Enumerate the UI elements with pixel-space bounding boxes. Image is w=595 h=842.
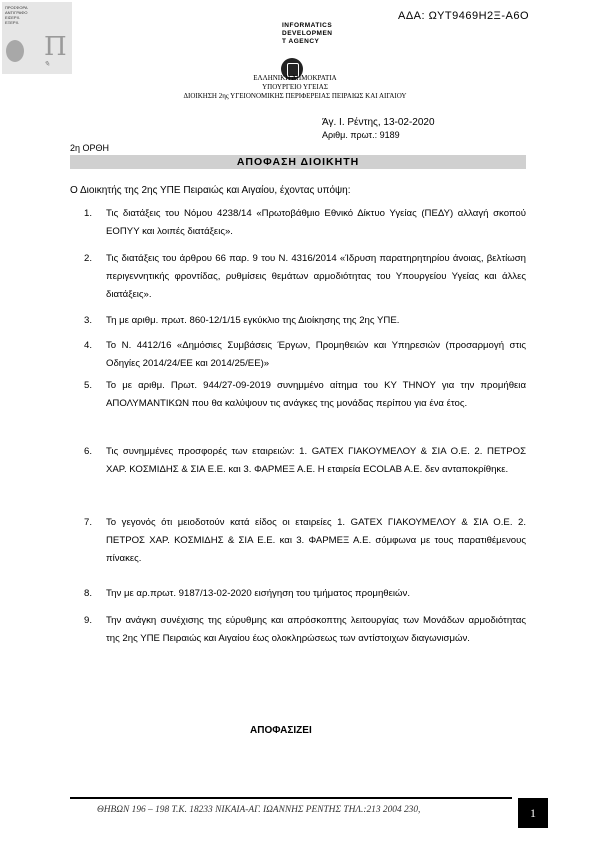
list-item: 3. Τη με αριθμ. πρωτ. 860-12/1/15 εγκύκλιο της Διοίκησης της 2ης ΥΠΕ. [84,315,400,326]
list-item: 1. Τις διατάξεις του Νόμου 4238/14 «Πρωτοβάθμιο Εθνικό Δίκτυο Υγείας (ΠΕΔΥ) αλλαγή σκοπού ΕΟΠΥΥ και λοιπές διατάξεις». [84,208,526,237]
footer-address: ΘΗΒΩΝ 196 – 198 Τ.Κ. 18233 ΝΙΚΑΙΑ-ΑΓ. ΙΩΑΝΝΗΣ ΡΕΝΤΗΣ ΤΗΛ.:213 2004 230, [97,805,421,815]
ministry-header: ΕΛΛΗΝΙΚΗ ΔΗΜΟΚΡΑΤΙΑ ΥΠΟΥΡΓΕΙΟ ΥΓΕΙΑΣ ΔΙΟΙΚΗΣΗ 2ης ΥΓΕΙΟΝΟΜΙΚΗΣ ΠΕΡΙΦΕΡΕΙΑΣ ΠΕΙΡΑΙΩΣ ΚΑΙ ΑΙΓΑΙΟΥ [183,74,407,100]
list-item: 7. Το γεγονός ότι μειοδοτούν κατά είδος οι εταιρείες 1. GATEX ΓΙΑΚΟΥΜΕΛΟΥ & ΣΙΑ Ο.Ε. 2. ΠΕΤΡΟΣ ΧΑΡ. ΚΟΣΜΙΔΗΣ & ΣΙΑ Ε.Ε. και 3. ΦΑΡΜΕΞ Α.Ε. σύμφωνα με τους παρατιθέμενους πίνακες. [84,517,526,564]
correction-label: 2η ΟΡΘΗ [70,143,110,153]
agency-label: INFORMATICS DEVELOPMEN T AGENCY [282,22,333,45]
page-number: 1 [518,798,548,828]
intro-text: Ο Διοικητής της 2ης ΥΠΕ Πειραιώς και Αιγαίου, έχοντας υπόψη: [70,185,351,196]
stamp-thumbnail [2,2,72,74]
pi-logo-icon: Π [44,32,67,62]
seal-icon [6,40,24,62]
footer-divider [70,797,512,799]
decision-heading: ΑΠΟΦΑΣΙΖΕΙ [250,725,312,736]
list-item: 4. Το Ν. 4412/16 «Δημόσιες Συμβάσεις Έργων, Προμηθειών και Υπηρεσιών (προσαρμογή στις Οδηγίες 2014/24/ΕΕ και 2014/25/ΕΕ)» [84,340,526,369]
stamp-text: ΠΡΟΣΦΟΡΑ ΑΝΤΙΓΡΑΦΟ ΕΙΣΕΡΧ. ΕΞΕΡΧ. [5,5,28,25]
list-item: 9. Την ανάγκη συνέχισης της εύρυθμης και απρόσκοπτης λειτουργίας των Μονάδων αρμοδιότητας της 2ης ΥΠΕ Πειραιώς και Αιγαίου έως ολοκληρώσεως των αντίστοιχων διαγωνισμών. [84,615,526,644]
list-item: 6. Τις συνημμένες προσφορές των εταιρειών: 1. GATEX ΓΙΑΚΟΥΜΕΛΟΥ & ΣΙΑ Ο.Ε. 2. ΠΕΤΡΟΣ ΧΑΡ. ΚΟΣΜΙΔΗΣ & ΣΙΑ Ε.Ε. και 3. ΦΑΡΜΕΞ Α.Ε. Η εταιρεία ECOLAB A.E. δεν ανταποκρίθηκε. [84,446,526,475]
document-date: Άγ. Ι. Ρέντης, 13-02-2020 [322,117,435,128]
ada-code: ΑΔΑ: ΩΥΤ9469Η2Ξ-Α6Ο [397,10,529,22]
signature-icon: ✎ [44,61,50,68]
list-item: 5. Το με αριθμ. Πρωτ. 944/27-09-2019 συνημμένο αίτημα του ΚΥ ΤΗΝΟΥ για την προμήθεια ΑΠΟΛΥΜΑΝΤΙΚΩΝ που θα καλύψουν τις ανάγκες της μονάδας περίπου για ένα έτος. [84,380,526,409]
list-item: 2. Τις διατάξεις του άρθρου 66 παρ. 9 του Ν. 4316/2014 «Ίδρυση παρατηρητηρίου άνοιας, βελτίωση περιγεννητικής φροντίδας, ρυθμίσεις θεμάτων αρμοδιότητας του Υπουργείου Υγείας και άλλες διατάξεις». [84,253,526,300]
document-title: ΑΠΟΦΑΣΗ ΔΙΟΙΚΗΤΗ [70,155,526,169]
list-item: 8. Την με αρ.πρωτ. 9187/13-02-2020 εισήγηση του τμήματος προμηθειών. [84,588,410,599]
protocol-number: Αριθμ. πρωτ.: 9189 [322,130,400,140]
